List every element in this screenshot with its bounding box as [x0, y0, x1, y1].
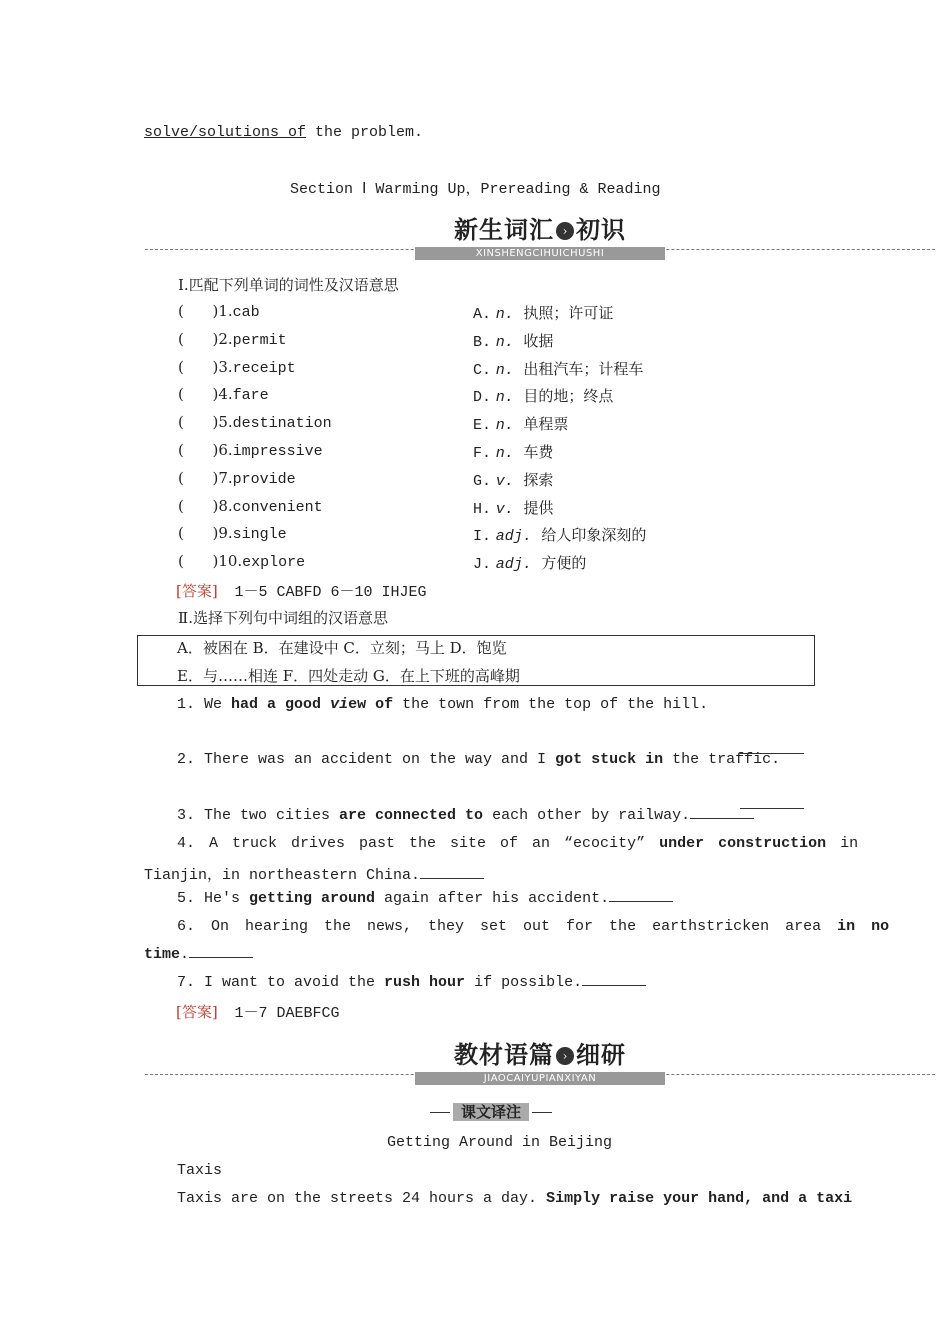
meaning-letter: G. — [473, 472, 492, 490]
sentence-3: 3. The two cities are connected to each other by railway. — [177, 807, 754, 824]
word-item — [178, 385, 269, 404]
sentence-2: 2. There was an accident on the way and I got stuck in the traffic. — [177, 751, 781, 768]
meaning-letter: C. — [473, 361, 492, 379]
meaning-text: 执照；许可证 — [523, 304, 614, 322]
meaning-letter: B. — [473, 333, 492, 351]
word-text: single — [232, 526, 287, 544]
word-item — [178, 302, 260, 321]
options-line-2: E．与……相连 F．四处走动 G．在上下班的高峰期 — [177, 667, 520, 685]
meaning-pos: v. — [495, 472, 514, 490]
word-item — [178, 524, 287, 543]
answer-text: 1－5 CABFD 6－10 IHJEG — [234, 584, 427, 601]
meaning-letter: H. — [473, 500, 492, 518]
word-text: receipt — [232, 359, 296, 377]
word-num: 8. — [218, 496, 233, 515]
sentence-1: 1. We had a good view of the town from the top of the hill. — [177, 696, 709, 713]
meaning-text: 方便的 — [541, 554, 587, 573]
word-item — [178, 358, 296, 377]
arrow-circle-icon: › — [556, 222, 574, 240]
part1-answer — [176, 580, 427, 601]
meaning-text: 出租汽车；计程车 — [523, 359, 644, 378]
word-num: 10. — [218, 552, 243, 571]
reading-title: Getting Around in Beijing — [387, 1134, 613, 1151]
answer-paren[interactable]: ( ) — [178, 441, 219, 459]
part1-heading: Ⅰ.匹配下列单词的词性及汉语意思 — [178, 276, 399, 294]
word-item — [178, 441, 323, 460]
meaning-letter: I. — [473, 528, 492, 546]
reading-line — [177, 1190, 852, 1207]
meaning-letter: J. — [473, 556, 492, 574]
meaning-text: 探索 — [523, 470, 554, 489]
banner2-title-b: 细研 — [576, 1041, 626, 1069]
meaning-pos: v. — [495, 500, 514, 518]
word-text: cab — [232, 304, 260, 321]
meaning-pos: adj. — [495, 556, 532, 574]
word-num: 7. — [218, 468, 233, 487]
answer-paren[interactable]: ( ) — [178, 357, 219, 376]
answer-paren[interactable]: ( ) — [178, 302, 219, 320]
reading-line-b: Simply raise your hand, and a taxi — [546, 1190, 853, 1207]
answer-paren[interactable]: ( ) — [178, 468, 219, 487]
meaning-pos: n. — [495, 389, 514, 407]
word-num: 2. — [218, 329, 233, 348]
meaning-pos: n. — [495, 417, 514, 435]
meaning-item — [473, 497, 553, 518]
reading-line-a: Taxis are on the streets 24 hours a day. — [177, 1190, 547, 1207]
meaning-item — [473, 302, 613, 323]
answer-paren[interactable]: ( ) — [178, 496, 219, 515]
banner2-title-a: 教材语篇 — [454, 1041, 554, 1069]
meaning-text: 车费 — [523, 443, 554, 461]
banner2 — [415, 1035, 665, 1085]
meaning-text: 目的地；终点 — [523, 387, 614, 406]
intro-underlined: solve/solutions of — [144, 124, 307, 141]
word-num: 4. — [218, 385, 233, 404]
word-item — [178, 497, 323, 516]
word-text: convenient — [232, 498, 323, 516]
word-num: 6. — [218, 441, 233, 459]
word-num: 5. — [218, 413, 233, 432]
meaning-letter: A. — [473, 306, 492, 323]
part2-answer — [176, 1001, 340, 1022]
sentence-7: 7. I want to avoid the rush hour if possible. — [177, 974, 646, 991]
part2-heading: Ⅱ.选择下列句中词组的汉语意思 — [178, 609, 388, 627]
answer-paren[interactable]: ( ) — [178, 552, 219, 571]
word-item — [178, 413, 332, 432]
sentence-5: 5. He's getting around again after his accident. — [177, 890, 673, 907]
meaning-text: 收据 — [523, 331, 554, 350]
word-item — [178, 552, 305, 571]
word-text: destination — [232, 415, 332, 433]
sentence-1-phrase-a: had a good — [231, 696, 322, 713]
reading-subhead: Taxis — [177, 1162, 223, 1179]
banner1-title-b: 初识 — [576, 216, 626, 244]
word-text: explore — [242, 554, 306, 572]
sentence-4-line-2: Tianjin，in northeastern China. — [144, 863, 484, 884]
sentence-1-phrase-c: ew of — [348, 696, 394, 713]
answer-paren[interactable]: ( ) — [178, 329, 219, 348]
meaning-item — [473, 413, 568, 434]
word-text: fare — [232, 387, 269, 405]
word-num: 1. — [218, 302, 233, 320]
meaning-pos: adj. — [495, 528, 532, 546]
word-text: provide — [232, 470, 296, 488]
meaning-letter: D. — [473, 389, 492, 407]
options-line-1: A．被困在 B．在建设中 C．立刻；马上 D．饱览 — [177, 639, 507, 657]
meaning-item — [473, 524, 646, 545]
meaning-item — [473, 469, 553, 490]
answer-paren[interactable]: ( ) — [178, 413, 219, 432]
meaning-item — [473, 330, 553, 351]
meaning-pos: n. — [495, 361, 514, 379]
reading-badge-label: 课文译注 — [453, 1103, 529, 1121]
intro-line — [144, 124, 423, 141]
sentence-4-line-1: 4. A truck drives past the site of an “ecocity” under construction in — [177, 835, 859, 852]
word-num: 9. — [218, 524, 233, 543]
meaning-pos: n. — [495, 333, 514, 351]
meaning-text: 给人印象深刻的 — [541, 526, 647, 545]
banner1-pinyin: XINSHENGCIHUICHUSHI — [415, 247, 665, 260]
section-heading: Section Ⅰ Warming Up，Prereading & Reading — [290, 181, 661, 198]
sentence-6-line-2: time. — [144, 946, 253, 963]
meaning-item — [473, 358, 643, 379]
intro-rest: the problem. — [306, 124, 424, 141]
answer-paren[interactable]: ( ) — [178, 524, 219, 543]
banner2-pinyin: JIAOCAIYUPIANXIYAN — [415, 1072, 665, 1085]
reading-badge — [430, 1103, 552, 1121]
word-item — [178, 469, 296, 488]
meaning-letter: E. — [473, 417, 492, 435]
sentence-1-num: 1. We — [177, 696, 223, 713]
answer-paren[interactable]: ( ) — [178, 385, 219, 404]
word-text: permit — [232, 331, 287, 349]
word-item — [178, 330, 287, 349]
answer-tag-2: [答案] — [176, 1003, 218, 1021]
meaning-item — [473, 552, 586, 573]
meaning-item — [473, 441, 553, 462]
meaning-letter: F. — [473, 445, 492, 462]
meaning-text: 单程票 — [523, 415, 569, 434]
word-text: impressive — [232, 443, 323, 460]
meaning-pos: n. — [495, 445, 514, 462]
answer-text-2: 1－7 DAEBFCG — [234, 1005, 340, 1022]
meaning-text: 提供 — [523, 498, 554, 517]
banner1 — [415, 210, 665, 260]
meaning-pos: n. — [495, 306, 514, 323]
word-num: 3. — [218, 357, 233, 376]
arrow-circle-icon: › — [556, 1047, 574, 1065]
meaning-item — [473, 385, 613, 406]
banner1-title-a: 新生词汇 — [454, 216, 554, 244]
sentence-1-phrase-b: vi — [330, 696, 349, 713]
answer-tag: [答案] — [176, 582, 218, 600]
sentence-6-line-1: 6. On hearing the news, they set out for the earthstricken area in no — [177, 918, 890, 935]
